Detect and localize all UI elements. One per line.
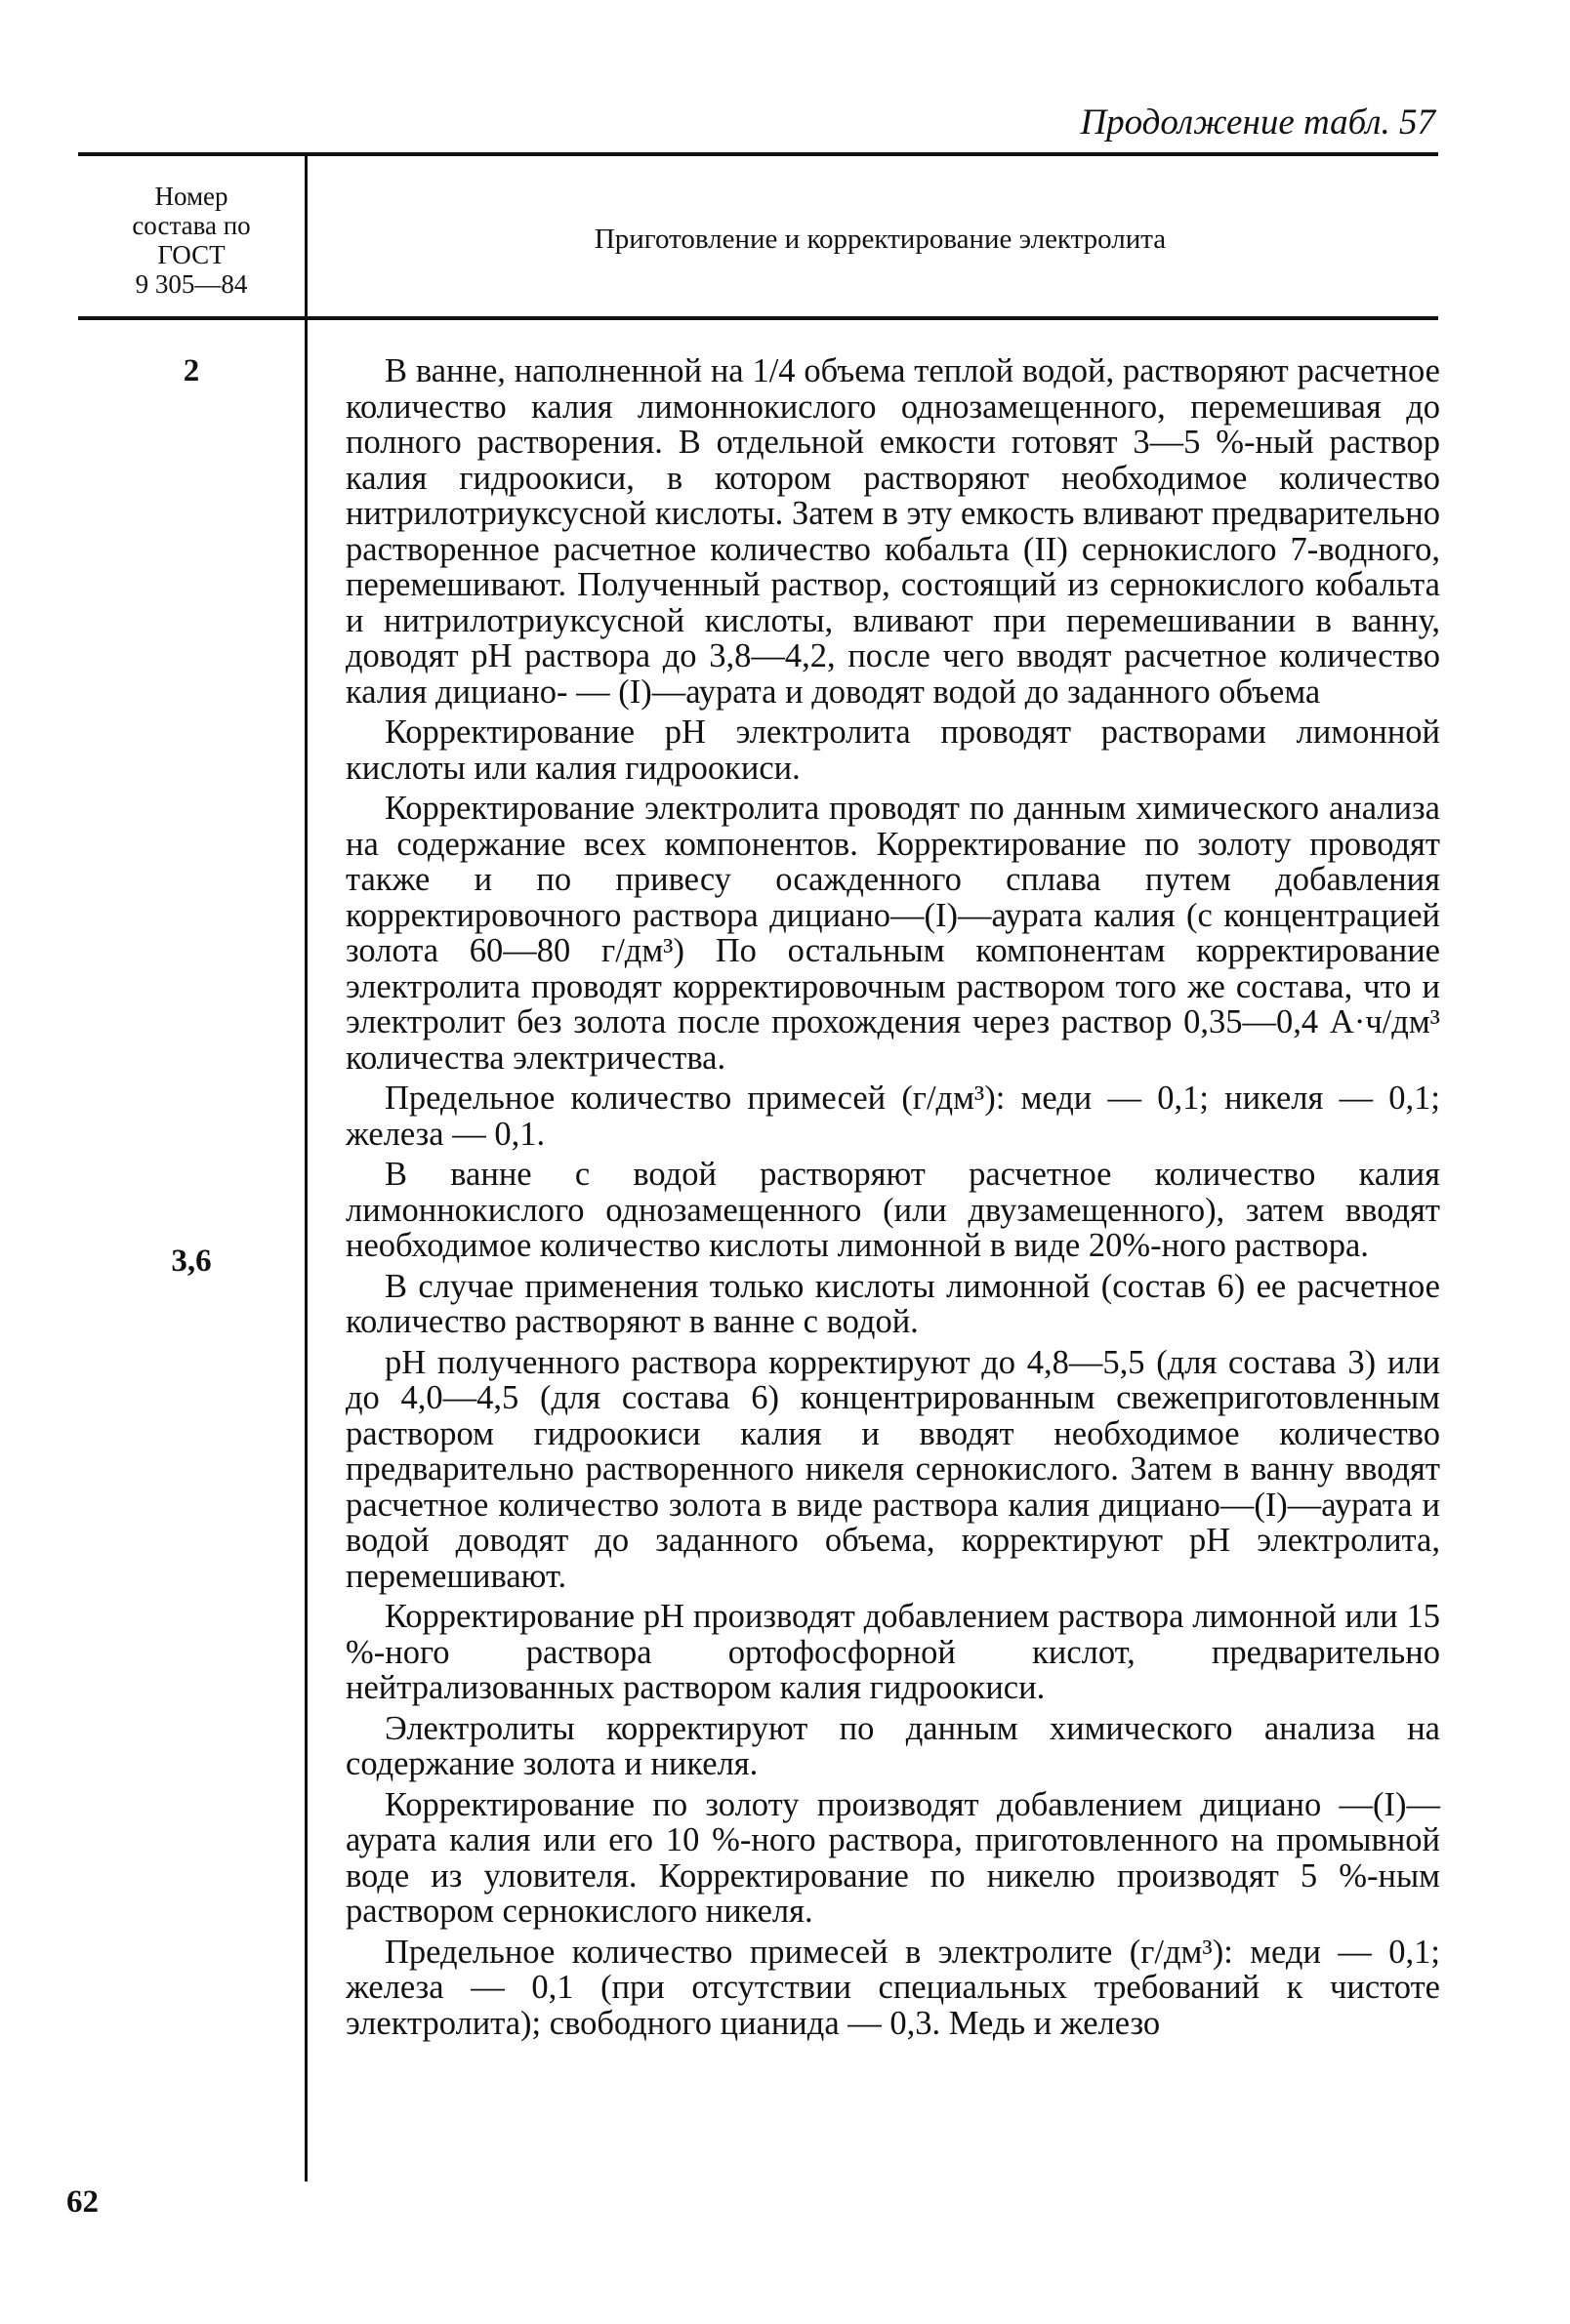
preparation-text: [346, 353, 1440, 2046]
paragraph: Предельное количество примесей (г/дм³): меди — 0,1; никеля — 0,1; железа — 0,1.: [346, 1080, 1440, 1153]
composition-number-3-6: 3,6: [171, 1244, 212, 1279]
paragraph: Корректирование pH производят добавлением раствора лимонной или 15 %-ного раствора ортофосфорной кислот, предварительно нейтрализованных раствором калия гидроокиси.: [346, 1598, 1440, 1706]
header-bottom-rule: [78, 316, 1438, 320]
table-top-rule: [78, 152, 1438, 156]
paragraph: Корректирование по золоту производят добавлением дициано —(I)—аурата калия или его 10 %-ного раствора, приготовленного на промывной воде из уловителя. Корректирование по никелю производят 5 %-ным раствором сернокислого никеля.: [346, 1785, 1440, 1930]
paragraph: В случае применения только кислоты лимонной (состав 6) ее расчетное количество растворяют в ванне с водой.: [346, 1267, 1440, 1340]
page-number: 62: [66, 2184, 99, 2220]
paragraph: Электролиты корректируют по данным химического анализа на содержание золота и никеля.: [346, 1709, 1440, 1782]
fraction: 1/4: [752, 352, 796, 389]
paragraph: В ванне, наполненной на 1/4 объема теплой водой, растворяют расчетное количество калия лимоннокислого однозамещенного, перемешивая до полного растворения. В отдельной емкости готовят 3—5 %-ный раствор калия гидроокиси, в котором растворяют необходимое количество нитрилотриуксусной кислоты. Затем в эту емкость вливают предварительно растворенное расчетное количество кобальта (II) сернокислого 7-водного, перемешивают. Полученный раствор, состоящий из сернокислого кобальта и нитрилотриуксусной кислоты, вливают при перемешивании в ванну, доводят pH раствора до 3,8—4,2, после чего вводят расчетное количество калия дициано- — (I)—аурата и доводят водой до заданного объема: [346, 352, 1440, 711]
column-header-preparation: Приготовление и корректирование электролита: [594, 224, 1167, 255]
paragraph: В ванне с водой растворяют расчетное количество калия лимоннокислого однозамещенного (или двузамещенного), затем вводят необходимое количество кислоты лимонной в виде 20%-ного раствора.: [346, 1156, 1440, 1264]
composition-number-2: 2: [183, 353, 200, 388]
paragraph: pH полученного раствора корректируют до 4,8—5,5 (для состава 3) или до 4,0—4,5 (для состава 6) концентрированным свежеприготовленным раствором гидроокиси калия и вводят необходимое количество предварительно растворенного никеля сернокислого. Затем в ванну вводят расчетное количество золота в виде раствора калия дициано—(I)—аурата и водой доводят до заданного объема, корректируют pH электролита, перемешивают.: [346, 1343, 1440, 1595]
paragraph: Предельное количество примесей в электролите (г/дм³): меди — 0,1; железа — 0,1 (при отсутствии специальных требований к чистоте электролита); свободного цианида — 0,3. Медь и железо: [346, 1933, 1440, 2042]
paragraph: Корректирование pH электролита проводят растворами лимонной кислоты или калия гидроокиси.: [346, 714, 1440, 787]
column-divider: [305, 154, 308, 2181]
paragraph: Корректирование электролита проводят по данным химического анализа на содержание всех компонентов. Корректирование по золоту проводят также и по привесу осажденного сплава путем добавления корректировочного раствора дициано—(I)—аурата калия (с концентрацией золота 60—80 г/дм³) По остальным компонентам корректирование электролита проводят корректировочным раствором того же состава, что и электролит без золота после прохождения через раствор 0,35—0,4 А·ч/дм³ количества электричества.: [346, 790, 1440, 1077]
column-header-line: ГОСТ: [157, 240, 226, 269]
column-header-composition-number: [78, 182, 305, 299]
column-header-line: 9 305—84: [135, 269, 248, 299]
table-continued-caption: Продолжение табл. 57: [1080, 102, 1435, 143]
column-header-line: состава по: [132, 211, 251, 240]
column-header-line: Номер: [154, 182, 228, 211]
